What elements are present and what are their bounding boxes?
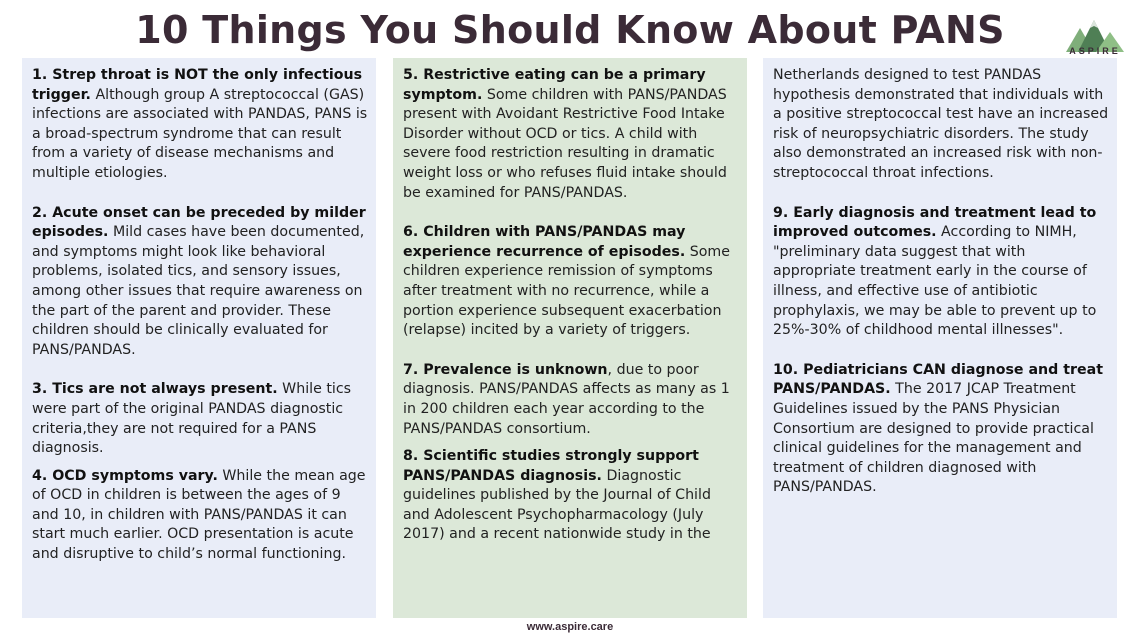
item-3-body: While tics were part of the original PANDAS diagnostic criteria,they are not required for a PANS diagnosis. — [32, 381, 352, 457]
item-10-body: The 2017 JCAP Treatment Guidelines issued by the PANS Physician Consortium are designed to provide practical clinical guidelines for the management and treatment of children diagnosed with PANS/PANDAS. — [773, 381, 1094, 496]
column-1 — [22, 58, 376, 618]
item-3 — [32, 380, 368, 458]
item-5 — [403, 66, 739, 203]
item-6 — [403, 223, 739, 341]
item-4-heading: 4. OCD symptoms vary. — [32, 467, 218, 484]
item-7-heading: 7. Prevalence is unknown — [403, 361, 608, 378]
item-1 — [32, 66, 368, 184]
item-2-body: Mild cases have been documented, and symptoms might look like behavioral problems, isolated tics, and sensory issues, among other issues that require awareness on the part of the parent and provider. These children should be clinically evaluated for PANS/PANDAS. — [32, 224, 365, 358]
footer-url: www.aspire.care — [526, 621, 614, 633]
item-4-body: While the mean age of OCD in children is between the ages of 9 and 10, in children with PANS/PANDAS it can start much earlier. OCD presentation is acute and disruptive to child’s normal functioning. — [32, 467, 366, 563]
item-8 — [403, 447, 739, 545]
item-7 — [403, 361, 739, 439]
page-title: 10 Things You Should Know About PANS — [135, 8, 1005, 52]
column-2 — [393, 58, 747, 618]
item-7-body: , due to poor diagnosis. PANS/PANDAS affects as many as 1 in 200 children each year according to the PANS/PANDAS consortium. — [403, 361, 730, 437]
item-9 — [773, 204, 1109, 341]
item-10 — [773, 361, 1109, 498]
item-2 — [32, 204, 368, 361]
item-1-body: Although group A streptococcal (GAS) infections are associated with PANDAS, PANS is a broad-spectrum syndrome that can result from a variety of disease mechanisms and multiple etiologies. — [32, 86, 368, 181]
item-2-heading: 2. Acute onset can be preceded by milder episodes. — [32, 204, 366, 241]
item-8-continued — [773, 66, 1109, 184]
item-4 — [32, 467, 368, 565]
item-10-heading: 10. Pediatricians CAN diagnose and treat PANS/PANDAS. — [773, 361, 1103, 398]
item-6-heading: 6. Children with PANS/PANDAS may experience recurrence of episodes. — [403, 224, 686, 260]
item-8-body: Diagnostic guidelines published by the Journal of Child and Adolescent Psychopharmacology (July 2017) and a recent nationwide study in the — [403, 467, 711, 543]
item-9-body: According to NIMH, "preliminary data suggest that with appropriate treatment early in the course of illness, and effective use of antibiotic prophylaxis, we may be able to prevent up to 25%-30% of childhood mental illnesses". — [773, 224, 1097, 339]
item-8-continued-body: Netherlands designed to test PANDAS hypothesis demonstrated that individuals with a positive streptococcal test have an increased risk of neuropsychiatric disorders. The study also demonstrated an increased risk with non-streptococcal throat infections. — [773, 67, 1109, 181]
item-9-heading: 9. Early diagnosis and treatment lead to improved outcomes. — [773, 204, 1097, 241]
item-5-body: Some children with PANS/PANDAS present with Avoidant Restrictive Food Intake Disorder without OCD or tics. A child with severe food restriction resulting in dramatic weight loss or who refuses fluid intake should be examined for PANS/PANDAS. — [403, 86, 727, 201]
item-5-heading: 5. Restrictive eating can be a primary symptom. — [403, 67, 706, 103]
item-8-heading: 8. Scientific studies strongly support PANS/PANDAS diagnosis. — [403, 448, 699, 484]
item-6-body: Some children experience remission of symptoms after treatment with no recurrence, while a portion experience subsequent exacerbation (relapse) incited by a variety of triggers. — [403, 243, 730, 339]
item-1-heading: 1. Strep throat is NOT the only infectious trigger. — [32, 67, 363, 103]
column-3 — [763, 58, 1117, 618]
logo-text: ASPIRE — [1069, 46, 1121, 56]
item-3-heading: 3. Tics are not always present. — [32, 381, 278, 398]
